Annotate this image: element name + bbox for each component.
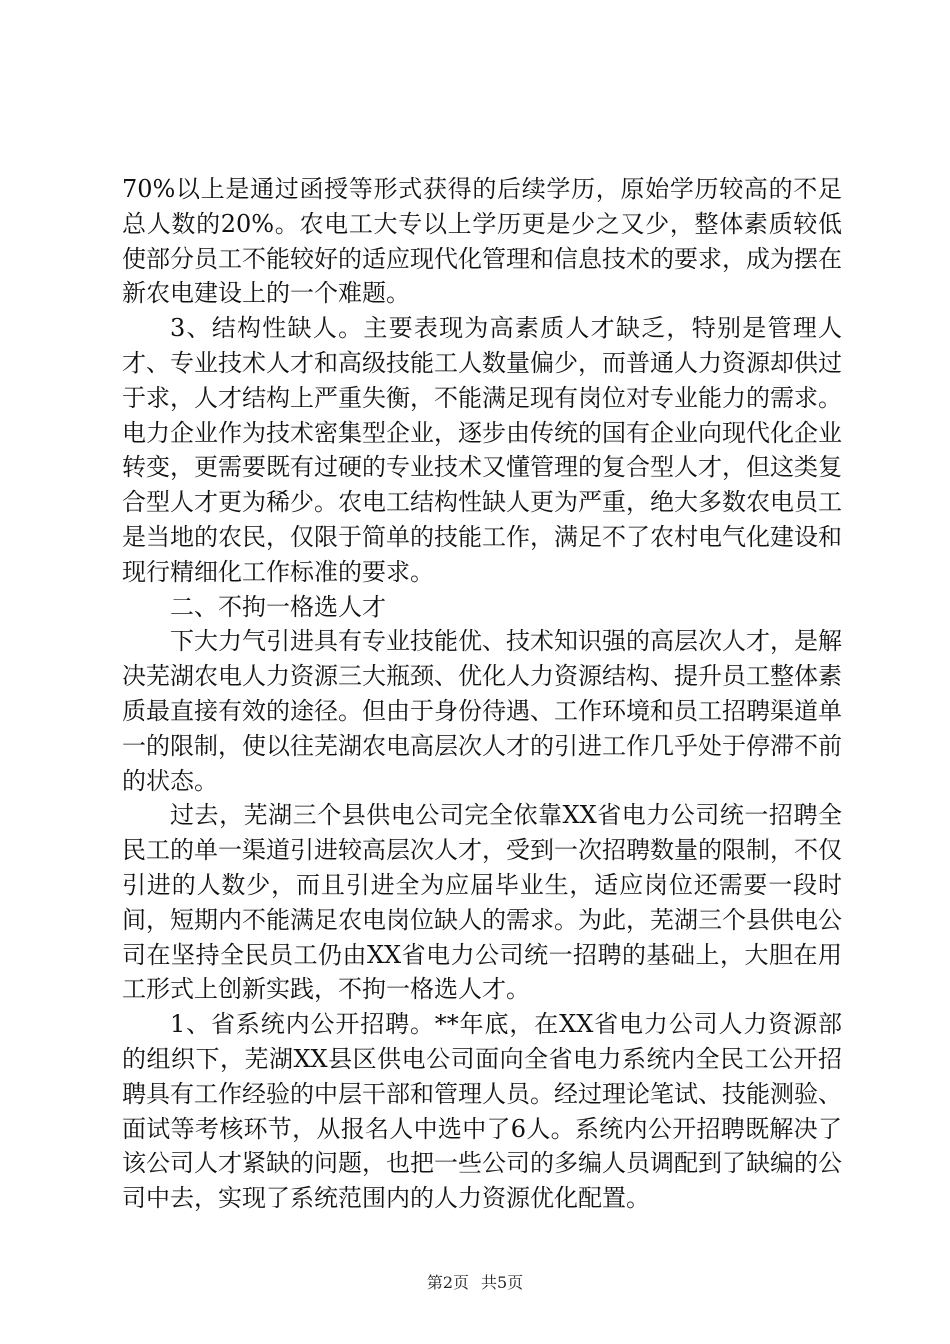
page-number: 第2页 [426,1273,469,1292]
paragraph-5: 1、省系统内公开招聘。**年底，在XX省电力公司人力资源部的组织下，芜湖XX县区供电公司面向全省电力系统内全民工公开招聘具有工作经验的中层干部和管理人员。经过理论笔试、技能测验、面试等考核环节，从报名人中选中了6人。系统内公开招聘既解决了该公司人才紧缺的问题，也把一些公司的多编人员调配到了缺编的公司中去，实现了系统范围内的人力资源优化配置。 [122,1010,842,1213]
paragraph-3: 下大力气引进具有专业技能优、技术知识强的高层次人才，是解决芜湖农电人力资源三大瓶颈、优化人力资源结构、提升员工整体素质最直接有效的途径。但由于身份待遇、工作环境和员工招聘渠道单一的限制，使以往芜湖农电高层次人才的引进工作几乎处于停滞不前的状态。 [122,627,842,795]
page-footer [0,1270,950,1293]
paragraph-2: 3、结构性缺人。主要表现为高素质人才缺乏，特别是管理人才、专业技术人才和高级技能工人数量偏少，而普通人力资源却供过于求，人才结构上严重失衡，不能满足现有岗位对专业能力的需求。电力企业作为技术密集型企业，逐步由传统的国有企业向现代化企业转变，更需要既有过硬的专业技术又懂管理的复合型人才，但这类复合型人才更为稀少。农电工结构性缺人更为严重，绝大多数农电员工是当地的农民，仅限于简单的技能工作，满足不了农村电气化建设和现行精细化工作标准的要求。 [122,314,842,586]
paragraph-1: 70%以上是通过函授等形式获得的后续学历，原始学历较高的不足总人数的20%。农电工大专以上学历更是少之又少，整体素质较低使部分员工不能较好的适应现代化管理和信息技术的要求，成为摆在新农电建设上的一个难题。 [122,175,842,308]
section-heading: 二、不拘一格选人才 [170,592,386,621]
paragraph-4: 过去，芜湖三个县供电公司完全依靠XX省电力公司统一招聘全民工的单一渠道引进较高层次人才，受到一次招聘数量的限制，不仅引进的人数少，而且引进全为应届毕业生，适应岗位还需要一段时间，短期内不能满足农电岗位缺人的需求。为此，芜湖三个县供电公司在坚持全民员工仍由XX省电力公司统一招聘的基础上，大胆在用工形式上创新实践，不拘一格选人才。 [122,801,842,1004]
document-body [122,172,842,1216]
page-total: 共5页 [481,1273,524,1292]
